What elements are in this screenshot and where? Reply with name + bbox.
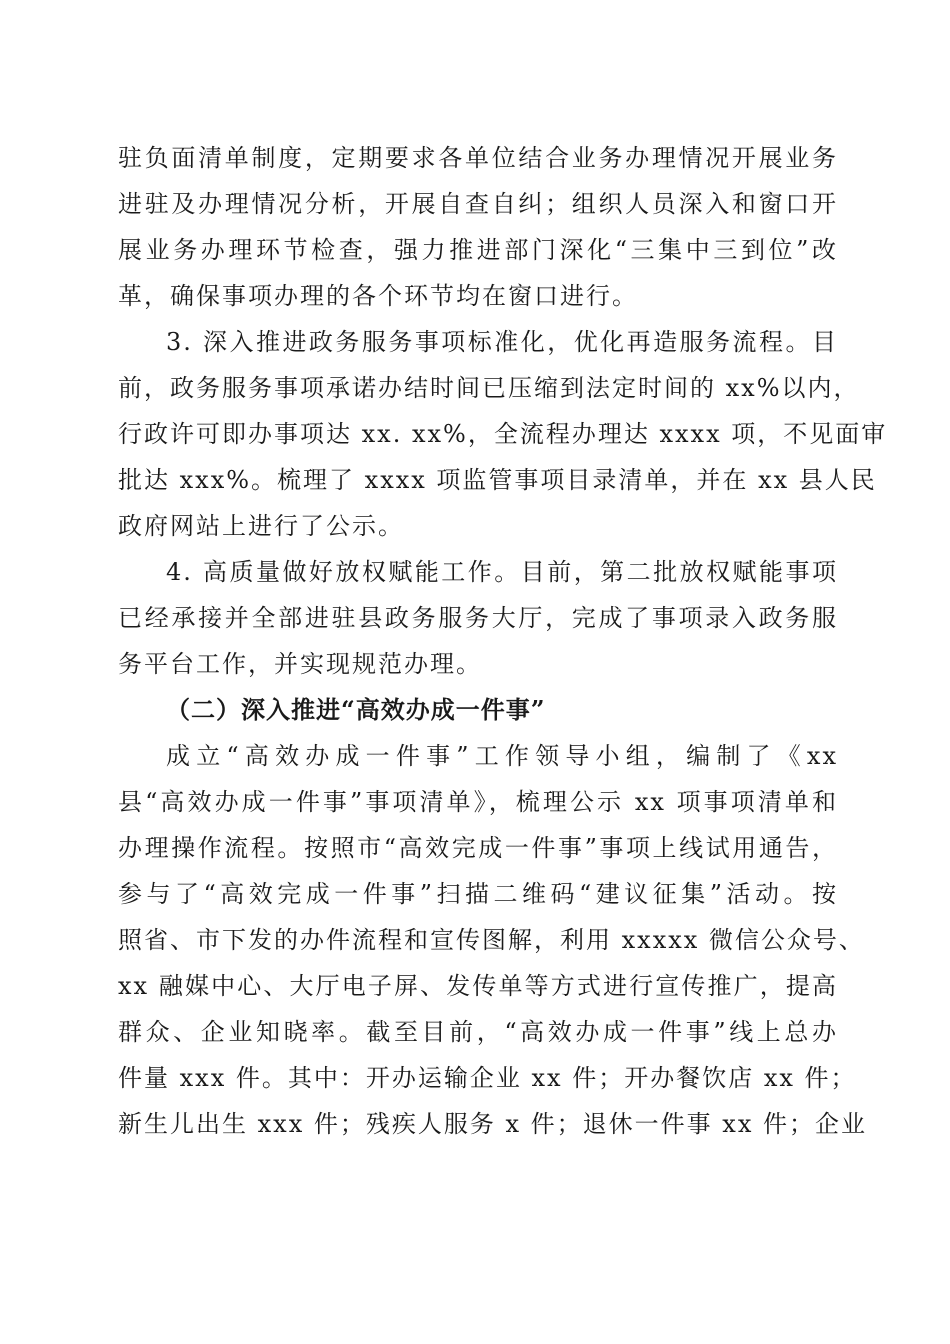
text-line: 新生儿出生 xxx 件；残疾人服务 x 件；退休一件事 xx 件；企业 xyxy=(118,1110,867,1138)
text-line: 批达 xxx%。梳理了 xxxx 项监管事项目录清单，并在 xx 县人民 xyxy=(118,466,877,494)
text-line: 3. 深入推进政务服务事项标准化，优化再造服务流程。目 xyxy=(166,328,838,356)
text-line: 成立“高效办成一件事”工作领导小组，编制了《xx xyxy=(166,742,838,770)
text-line: 已经承接并全部进驻县政务服务大厅，完成了事项录入政务服 xyxy=(118,604,838,632)
text-line: xx 融媒中心、大厅电子屏、发传单等方式进行宣传推广，提高 xyxy=(118,972,838,1000)
text-line: 群众、企业知晓率。截至目前，“高效办成一件事”线上总办 xyxy=(118,1018,838,1046)
text-line: 务平台工作，并实现规范办理。 xyxy=(118,650,482,678)
text-line: 县“高效办成一件事”事项清单》，梳理公示 xx 项事项清单和 xyxy=(118,788,838,816)
text-line: 行政许可即办事项达 xx. xx%，全流程办理达 xxxx 项，不见面审 xyxy=(118,420,888,448)
text-line: 前，政务服务事项承诺办结时间已压缩到法定时间的 xx%以内， xyxy=(118,374,860,402)
text-line: 照省、市下发的办件流程和宣传图解，利用 xxxxx 微信公众号、 xyxy=(118,926,865,954)
section-heading: （二）深入推进“高效办成一件事” xyxy=(166,695,546,724)
text-line: 驻负面清单制度，定期要求各单位结合业务办理情况开展业务 xyxy=(118,144,838,172)
text-line: 革，确保事项办理的各个环节均在窗口进行。 xyxy=(118,282,638,310)
text-line: 办理操作流程。按照市“高效完成一件事”事项上线试用通告， xyxy=(118,834,838,862)
text-line: 件量 xxx 件。其中：开办运输企业 xx 件；开办餐饮店 xx 件； xyxy=(118,1064,857,1092)
text-line: 政府网站上进行了公示。 xyxy=(118,512,404,540)
text-line: 4. 高质量做好放权赋能工作。目前，第二批放权赋能事项 xyxy=(166,558,838,586)
text-line: 展业务办理环节检查，强力推进部门深化“三集中三到位”改 xyxy=(118,236,838,264)
text-line: 参与了“高效完成一件事”扫描二维码“建议征集”活动。按 xyxy=(118,880,838,908)
text-line: 进驻及办理情况分析，开展自查自纠；组织人员深入和窗口开 xyxy=(118,190,838,218)
